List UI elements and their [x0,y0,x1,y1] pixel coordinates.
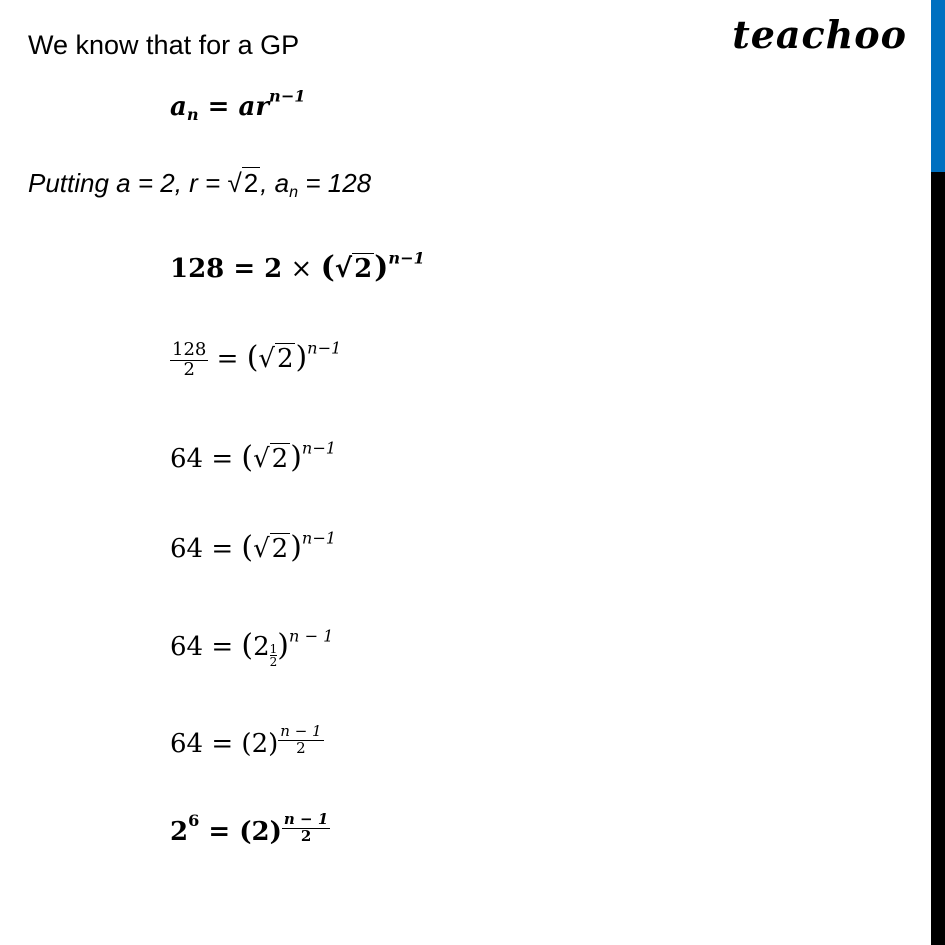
exponent-numerator: n − 1 [283,810,329,828]
step-7-lhs-exp: 6 [188,811,200,831]
formula-lhs-sub: n [186,104,199,124]
step-5: 64 = (2 $\frac{1}{2}$ )$^{n - 1}$ [170,626,334,669]
step-4-lhs: 64 [170,534,204,564]
root-sign: √ [258,344,275,374]
equals-sign: = [208,344,247,374]
step-1-exp: n−1 [388,248,425,268]
step-5-exp: n − 1 [288,626,334,646]
step-1: $128 = 2 \times (√2)^{n-1}$ [170,248,425,285]
putting-line [28,168,371,199]
fraction [170,338,208,380]
step-5-lhs: 64 [170,632,204,662]
formula-rhs: ar [238,92,270,122]
fraction-numerator: 128 [172,338,207,360]
root-sign: √ [253,534,270,564]
equals-sign: = [199,816,240,847]
putting-suffix: = 128 [298,168,372,198]
step-3-exp: n−1 [301,438,337,458]
equals-sign: = [203,632,242,662]
teachoo-logo: teachoo [732,12,907,57]
root-arg: 2 [243,168,259,198]
equals-sign: = [203,534,242,564]
exponent-numerator: n − 1 [280,722,322,740]
step-2-base: 2 [276,344,294,374]
equals-sign: = [203,728,242,759]
step-7-exponent [282,812,330,845]
root-sign: √ [227,168,242,198]
step-7-lhs: 2 [170,816,189,847]
putting-middle: , a [260,168,290,198]
exponent-denominator: 2 [300,826,312,845]
step-6-base: (2) [241,728,279,759]
step-4-exp: n−1 [301,528,337,548]
exponent-denominator: 2 [269,654,278,669]
step-4-base: 2 [271,534,289,564]
exponent-denominator: 2 [296,738,306,757]
equals-sign: = [203,444,242,474]
right-sidebar [931,0,945,945]
step-6-lhs: 64 [170,728,204,759]
root-sign: √ [253,444,270,474]
fraction-denominator: 2 [183,358,195,380]
times-sign: × [282,254,321,284]
putting-prefix: Putting a = 2, r = [28,168,228,198]
intro-text: We know that for a GP [28,30,300,60]
step-7-base: (2) [239,816,282,847]
exponent-numerator: 1 [269,641,278,656]
step-3-base: 2 [271,444,289,474]
step-1-base: 2 [354,254,373,284]
step-2-exp: n−1 [307,338,342,358]
putting-sub: n [289,182,299,201]
step-6-exponent [278,724,323,757]
step-7 [170,812,330,847]
step-1-coef: 2 [264,254,283,284]
step-5-base: 2 [253,632,270,662]
formula-lhs: a [170,92,187,122]
root-sign: √ [334,254,353,284]
equals-sign: = [224,254,265,284]
step-6 [170,724,324,759]
step-2: $\frac{128}{2}$ = $(√2)^{n-1}$ [172,338,342,380]
gp-formula: $a_n = ar^{n-1}$ [170,86,306,124]
step-3: $64 = (√2)^{n-1}$ [170,438,337,475]
step-1-lhs: 128 [170,254,225,284]
sidebar-accent [931,0,945,172]
step-4: $64 = (√2)^{n-1}$ [170,528,337,565]
formula-exp: n−1 [269,86,306,106]
step-3-lhs: 64 [170,444,204,474]
